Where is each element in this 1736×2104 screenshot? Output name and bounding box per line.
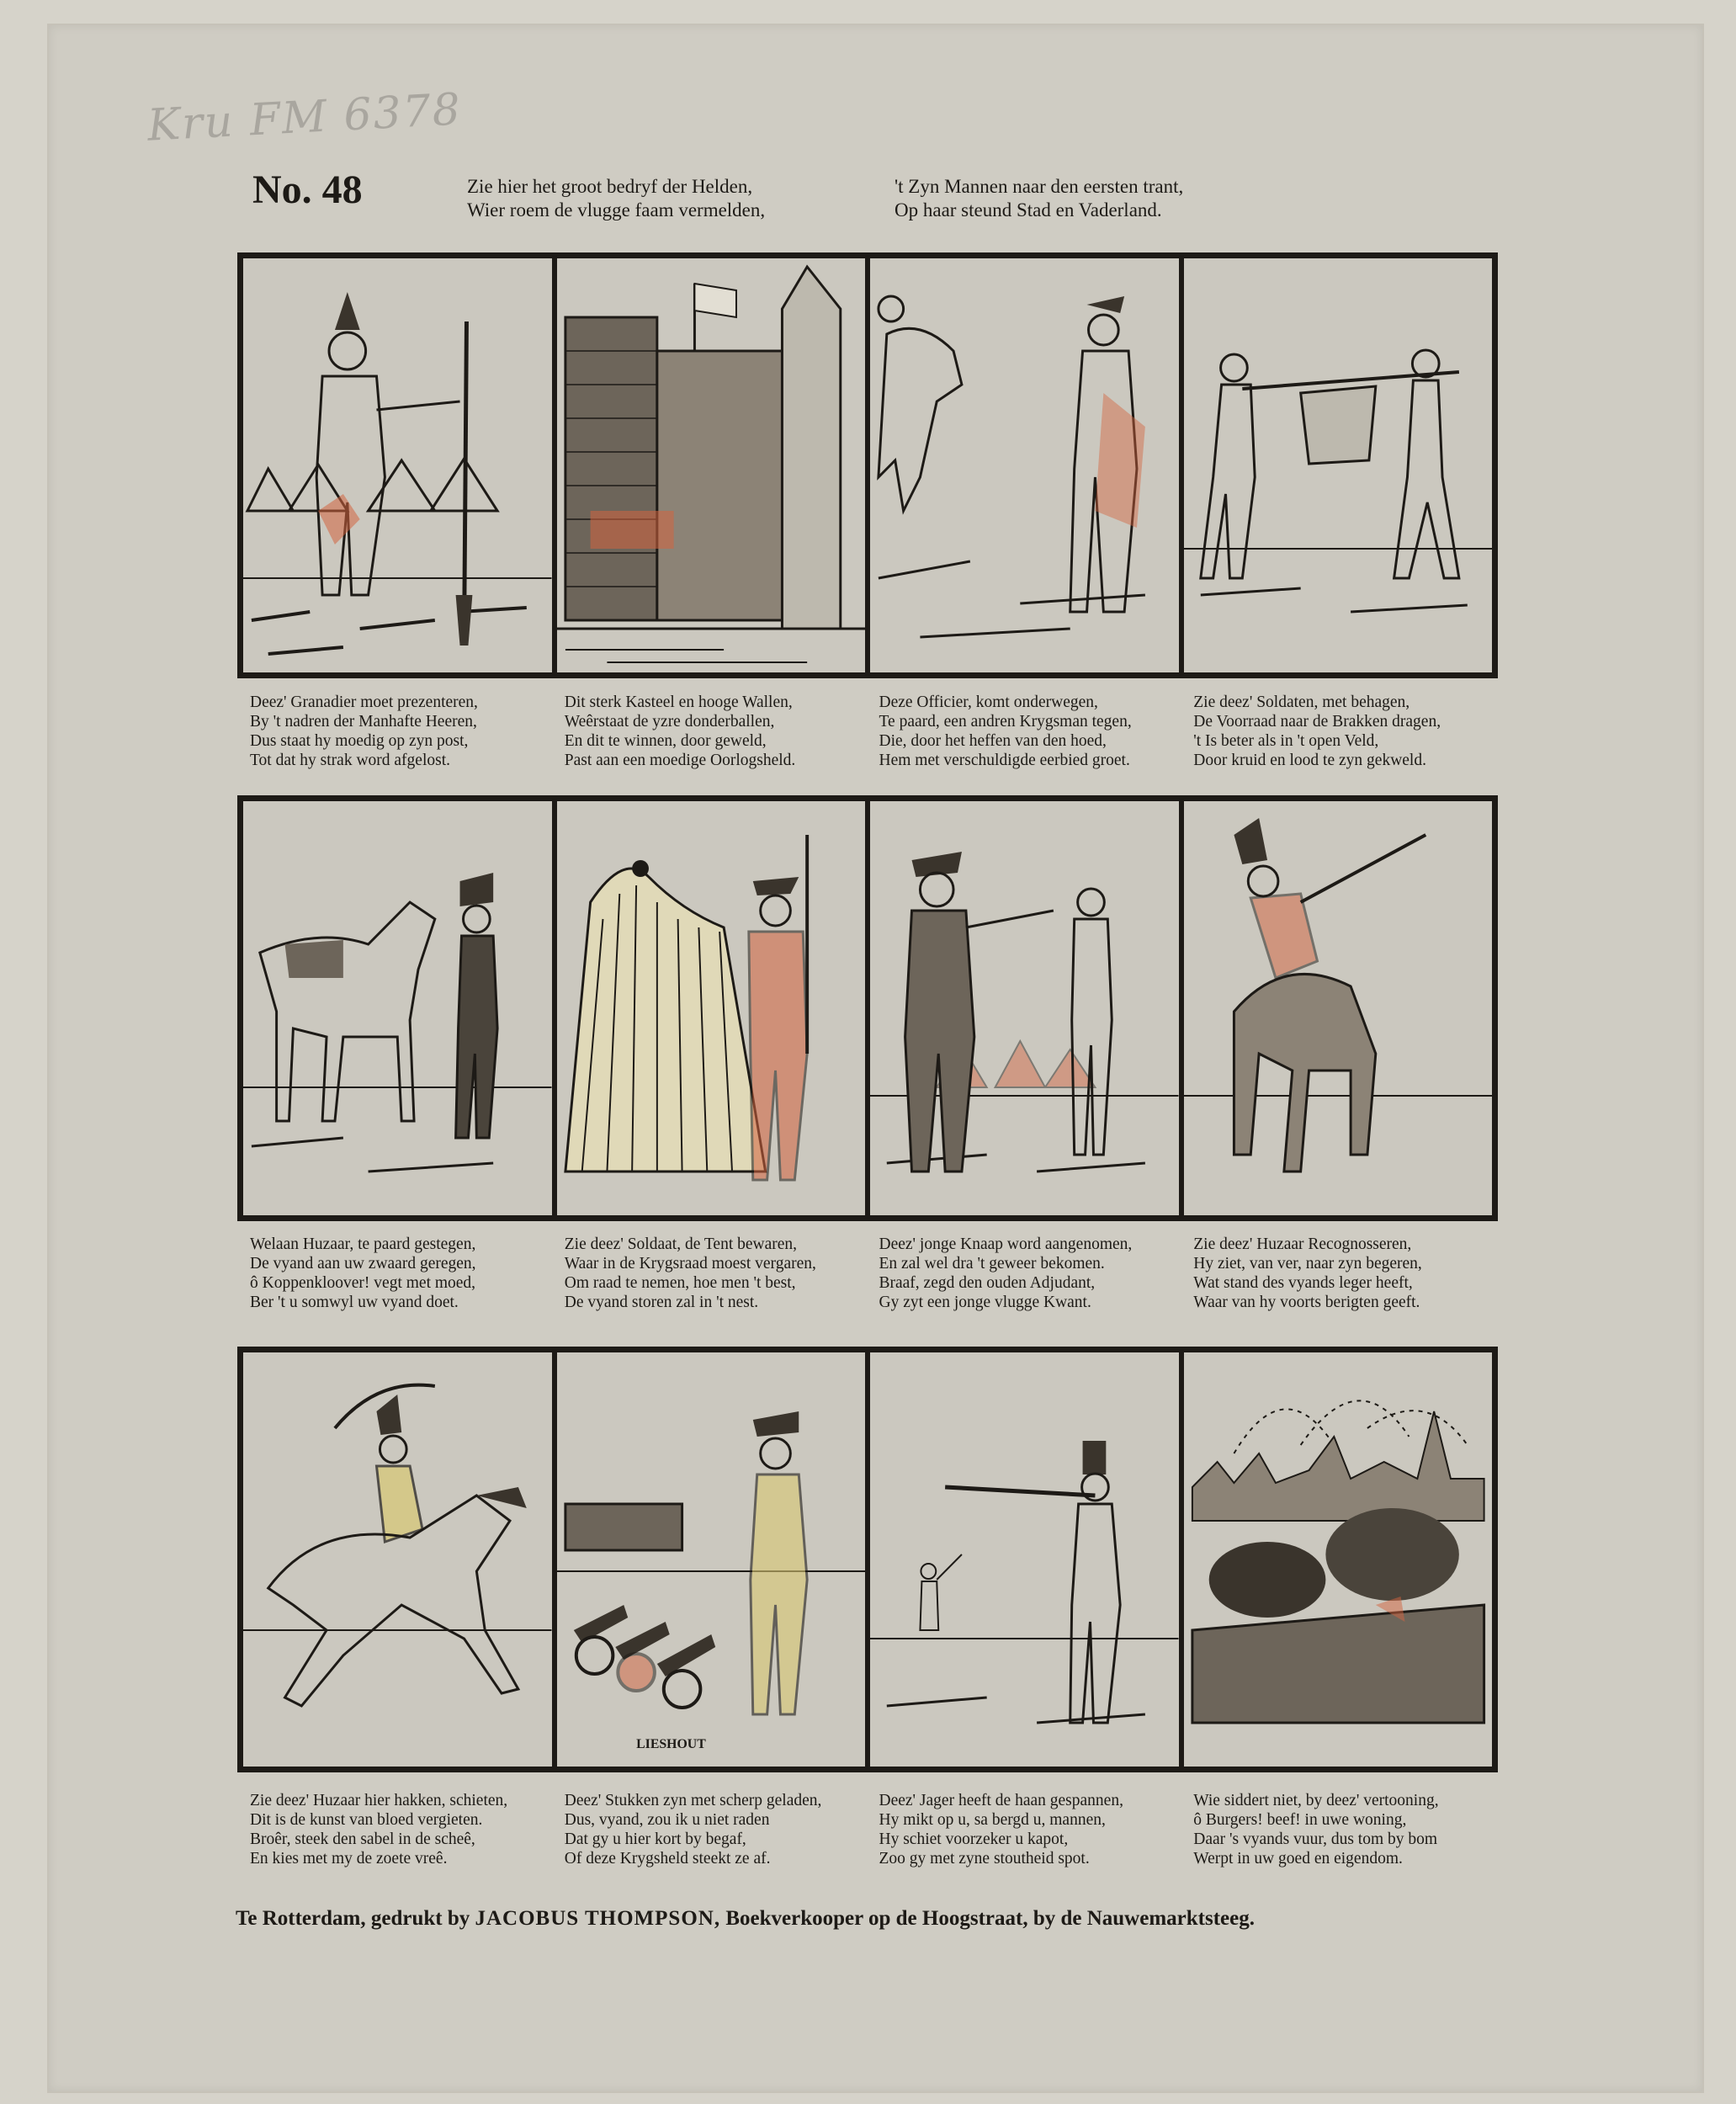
woodcut-soldiers-carrying bbox=[1184, 258, 1493, 672]
verse: Zie deez' Soldaat, de Tent bewaren, Waar in de Krygsraad moest vergaren, Om raad te nemen, hoe men 't best, De vyand storen zal in 't nest. bbox=[564, 1235, 816, 1311]
header-verse-right bbox=[895, 175, 1183, 222]
imprint-suffix: Boekverkooper op de Hoogstraat, by de Nauwemarktsteeg. bbox=[725, 1907, 1255, 1930]
verse: Dit sterk Kasteel en hooge Wallen, Weêrstaat de yzre donderballen, En dit te winnen, door geweld, Past aan een moedige Oorlogsheld. bbox=[564, 693, 796, 769]
sheet-number: No. 48 bbox=[252, 167, 363, 212]
cut-signature: LIESHOUT bbox=[635, 1736, 706, 1752]
woodcut-officers bbox=[870, 258, 1184, 672]
woodcut-row-2 bbox=[237, 795, 1498, 1221]
woodcut-grenadier bbox=[243, 258, 557, 672]
verse: Zie deez' Soldaten, met behagen, De Voorraad naar de Brakken dragen, 't Is beter als in 't open Veld, Door kruid en lood te zyn gekweld. bbox=[1193, 693, 1441, 769]
woodcut-castle bbox=[557, 258, 871, 672]
verse: Zie deez' Huzaar hier hakken, schieten, Dit is de kunst van bloed vergieten. Broêr, steek den sabel in de scheê, En kies met my de zoete vreê. bbox=[250, 1792, 508, 1868]
woodcut-cannons bbox=[557, 1352, 871, 1767]
woodcut-row-3 bbox=[237, 1347, 1498, 1772]
woodcut-recruit bbox=[870, 801, 1184, 1215]
verse-row-1 bbox=[240, 693, 1498, 770]
imprint-prefix: Te Rotterdam, gedrukt by bbox=[236, 1907, 470, 1930]
verse: Welaan Huzaar, te paard gestegen, De vyand aan uw zwaard geregen, ô Koppenkloover! vegt met moed, Ber 't u somwyl uw vyand doet. bbox=[250, 1235, 476, 1311]
verse-row-2 bbox=[240, 1235, 1498, 1312]
woodcut-hussar-charge bbox=[243, 1352, 557, 1767]
verse-row-3 bbox=[240, 1791, 1498, 1868]
woodcut-bombardment bbox=[1184, 1352, 1493, 1767]
header-line: Zie hier het groot bedryf der Helden, bbox=[467, 176, 753, 197]
verse: Deez' Jager heeft de haan gespannen, Hy mikt op u, sa bergd u, mannen, Hy schiet voorzeker u kapot, Zoo gy met zyne stoutheid spot. bbox=[879, 1792, 1123, 1868]
woodcut-row-1 bbox=[237, 252, 1498, 678]
verse: Zie deez' Huzaar Recognosseren, Hy ziet, van ver, naar zyn begeren, Wat stand des vyands leger heeft, Waar van hy voorts berigten geeft. bbox=[1193, 1235, 1422, 1311]
verse: Deze Officier, komt onderwegen, Te paard, een andren Krygsman tegen, Die, door het heffen van den hoed, Hem met verschuldigde eerbied groet. bbox=[879, 693, 1132, 769]
printer-imprint bbox=[236, 1907, 1255, 1931]
header-line: Wier roem de vlugge faam vermelden, bbox=[467, 199, 766, 220]
verse: Wie siddert niet, by deez' vertooning, ô Burgers! beef! in uwe woning, Daar 's vyands vuur, dus tom by bom Werpt in uw goed en eigendom. bbox=[1193, 1792, 1439, 1868]
header-line: 't Zyn Mannen naar den eersten trant, bbox=[895, 176, 1184, 197]
verse: Deez' jonge Knaap word aangenomen, En zal wel dra 't geweer bekomen. Braaf, zegd den ouden Adjudant, Gy zyt een jonge vlugge Kwant. bbox=[879, 1235, 1133, 1311]
verse: Deez' Stukken zyn met scherp geladen, Dus, vyand, zou ik u niet raden Dat gy u hier kort by begaf, Of deze Krygsheld steekt ze af. bbox=[564, 1792, 822, 1868]
verse: Deez' Granadier moet prezenteren, By 't nadren der Manhafte Heeren, Dus staat hy moedig op zyn post, Tot dat hy strak word afgelost. bbox=[250, 693, 478, 769]
woodcut-hunter bbox=[870, 1352, 1184, 1767]
woodcut-hussar-horse bbox=[243, 801, 557, 1215]
header-verse-left bbox=[467, 175, 765, 222]
imprint-printer: JACOBUS THOMPSON, bbox=[475, 1907, 721, 1930]
header-line: Op haar steund Stad en Vaderland. bbox=[895, 199, 1162, 220]
woodcut-tent-guard bbox=[557, 801, 871, 1215]
pencil-annotation: Kru FM 6378 bbox=[146, 84, 464, 151]
woodcut-hussar-recon bbox=[1184, 801, 1493, 1215]
